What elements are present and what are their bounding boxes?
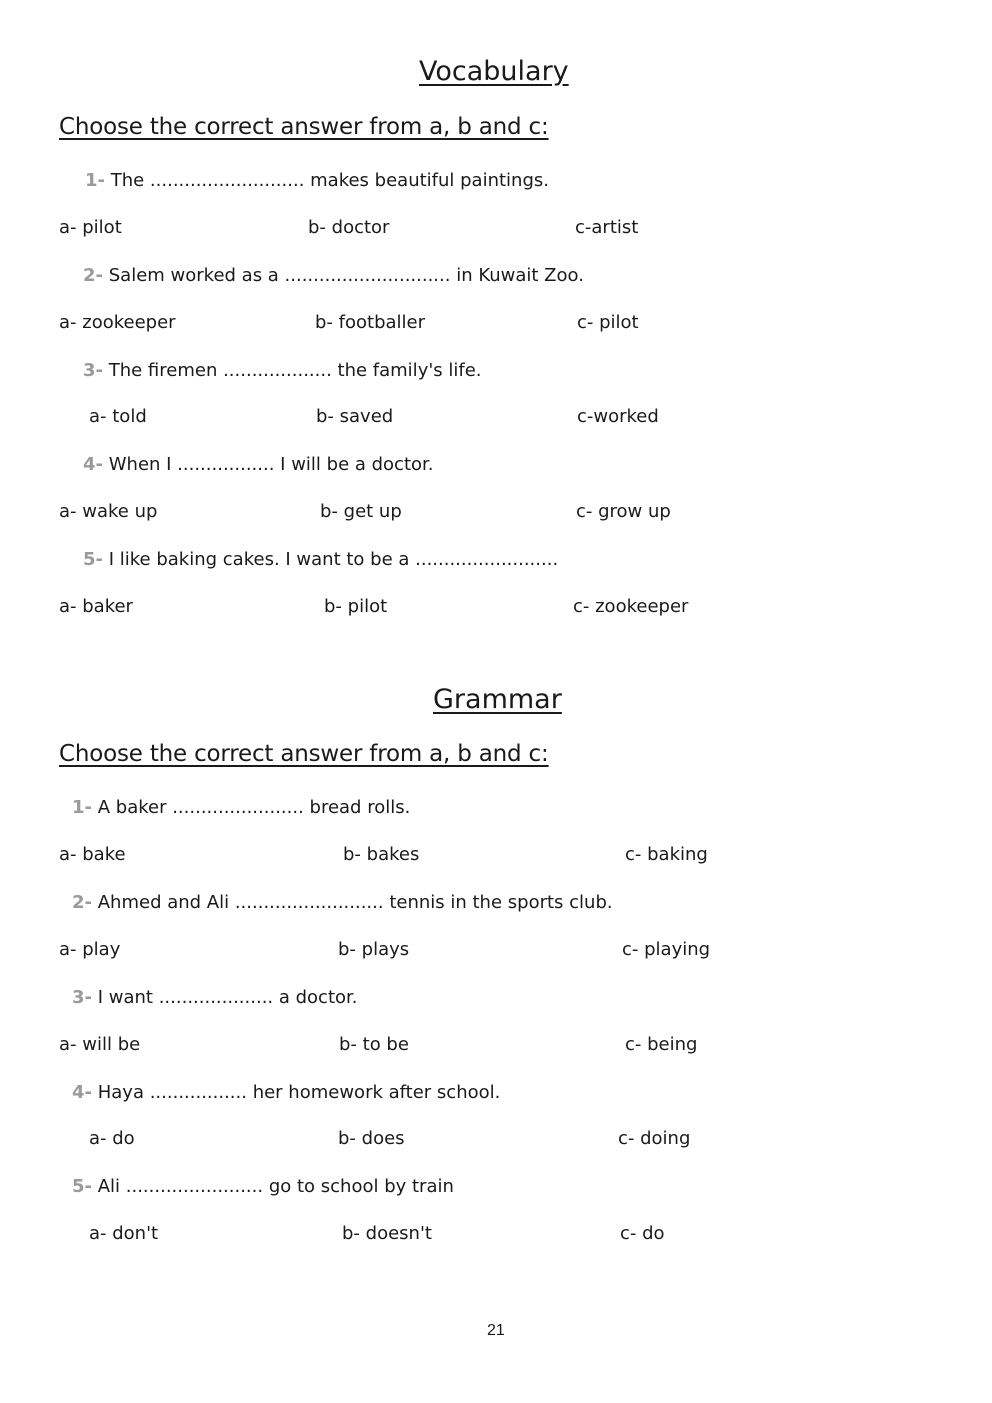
vocab-question-2 — [83, 265, 584, 286]
question-text: I want .................... a doctor. — [97, 987, 358, 1008]
grammar-q5-option-c[interactable]: c- do — [620, 1223, 665, 1244]
grammar-q3-option-b[interactable]: b- to be — [339, 1034, 409, 1055]
vocab-question-5 — [83, 549, 558, 570]
question-number: 3- — [72, 987, 92, 1008]
question-text: Ahmed and Ali .......................... tennis in the sports club. — [97, 892, 613, 913]
question-number: 1- — [72, 797, 92, 818]
grammar-question-3 — [72, 987, 358, 1008]
grammar-q4-option-b[interactable]: b- does — [338, 1128, 405, 1149]
grammar-q4-option-c[interactable]: c- doing — [618, 1128, 691, 1149]
question-text: Ali ........................ go to school by train — [97, 1176, 454, 1197]
vocab-q5-option-c[interactable]: c- zookeeper — [573, 596, 689, 617]
vocab-q1-option-c[interactable]: c-artist — [575, 217, 639, 238]
vocab-question-1 — [85, 170, 549, 191]
question-text: Haya ................. her homework after school. — [97, 1082, 501, 1103]
vocab-q2-option-b[interactable]: b- footballer — [315, 312, 425, 333]
grammar-q3-option-a[interactable]: a- will be — [59, 1034, 141, 1055]
vocab-q3-option-b[interactable]: b- saved — [316, 406, 394, 427]
vocab-q1-option-b[interactable]: b- doctor — [308, 217, 390, 238]
grammar-q5-option-b[interactable]: b- doesn't — [342, 1223, 432, 1244]
question-text: A baker ....................... bread rolls. — [97, 797, 411, 818]
grammar-title: Grammar — [433, 684, 562, 715]
page-number: 21 — [487, 1322, 505, 1339]
grammar-q1-option-b[interactable]: b- bakes — [343, 844, 420, 865]
grammar-q1-option-c[interactable]: c- baking — [625, 844, 708, 865]
question-number: 2- — [72, 892, 92, 913]
grammar-question-5 — [72, 1176, 454, 1197]
question-text: I like baking cakes. I want to be a ......................... — [108, 549, 559, 570]
question-number: 3- — [83, 360, 103, 381]
question-text: The firemen ................... the family's life. — [108, 360, 482, 381]
vocabulary-title: Vocabulary — [419, 56, 569, 87]
grammar-q2-option-c[interactable]: c- playing — [622, 939, 711, 960]
grammar-q3-option-c[interactable]: c- being — [625, 1034, 698, 1055]
vocab-question-3 — [83, 360, 482, 381]
vocab-q5-option-b[interactable]: b- pilot — [324, 596, 388, 617]
vocab-q4-option-b[interactable]: b- get up — [320, 501, 402, 522]
question-number: 1- — [85, 170, 105, 191]
grammar-question-4 — [72, 1082, 500, 1103]
vocab-question-4 — [83, 454, 434, 475]
grammar-instruction: Choose the correct answer from a, b and c: — [59, 741, 549, 767]
vocabulary-instruction: Choose the correct answer from a, b and c: — [59, 114, 549, 140]
vocab-q2-option-c[interactable]: c- pilot — [577, 312, 639, 333]
question-text: When I ................. I will be a doctor. — [108, 454, 434, 475]
grammar-q2-option-b[interactable]: b- plays — [338, 939, 410, 960]
grammar-q5-option-a[interactable]: a- don't — [89, 1223, 159, 1244]
question-number: 5- — [72, 1176, 92, 1197]
question-text: Salem worked as a ............................. in Kuwait Zoo. — [108, 265, 584, 286]
vocab-q5-option-a[interactable]: a- baker — [59, 596, 133, 617]
question-number: 4- — [83, 454, 103, 475]
grammar-q1-option-a[interactable]: a- bake — [59, 844, 126, 865]
vocab-q3-option-c[interactable]: c-worked — [577, 406, 659, 427]
vocab-q3-option-a[interactable]: a- told — [89, 406, 147, 427]
question-number: 4- — [72, 1082, 92, 1103]
vocab-q4-option-c[interactable]: c- grow up — [576, 501, 671, 522]
grammar-question-1 — [72, 797, 410, 818]
vocab-q2-option-a[interactable]: a- zookeeper — [59, 312, 176, 333]
vocab-q4-option-a[interactable]: a- wake up — [59, 501, 158, 522]
question-number: 2- — [83, 265, 103, 286]
grammar-q4-option-a[interactable]: a- do — [89, 1128, 135, 1149]
question-number: 5- — [83, 549, 103, 570]
grammar-q2-option-a[interactable]: a- play — [59, 939, 121, 960]
question-text: The ........................... makes beautiful paintings. — [110, 170, 549, 191]
grammar-question-2 — [72, 892, 613, 913]
vocab-q1-option-a[interactable]: a- pilot — [59, 217, 122, 238]
